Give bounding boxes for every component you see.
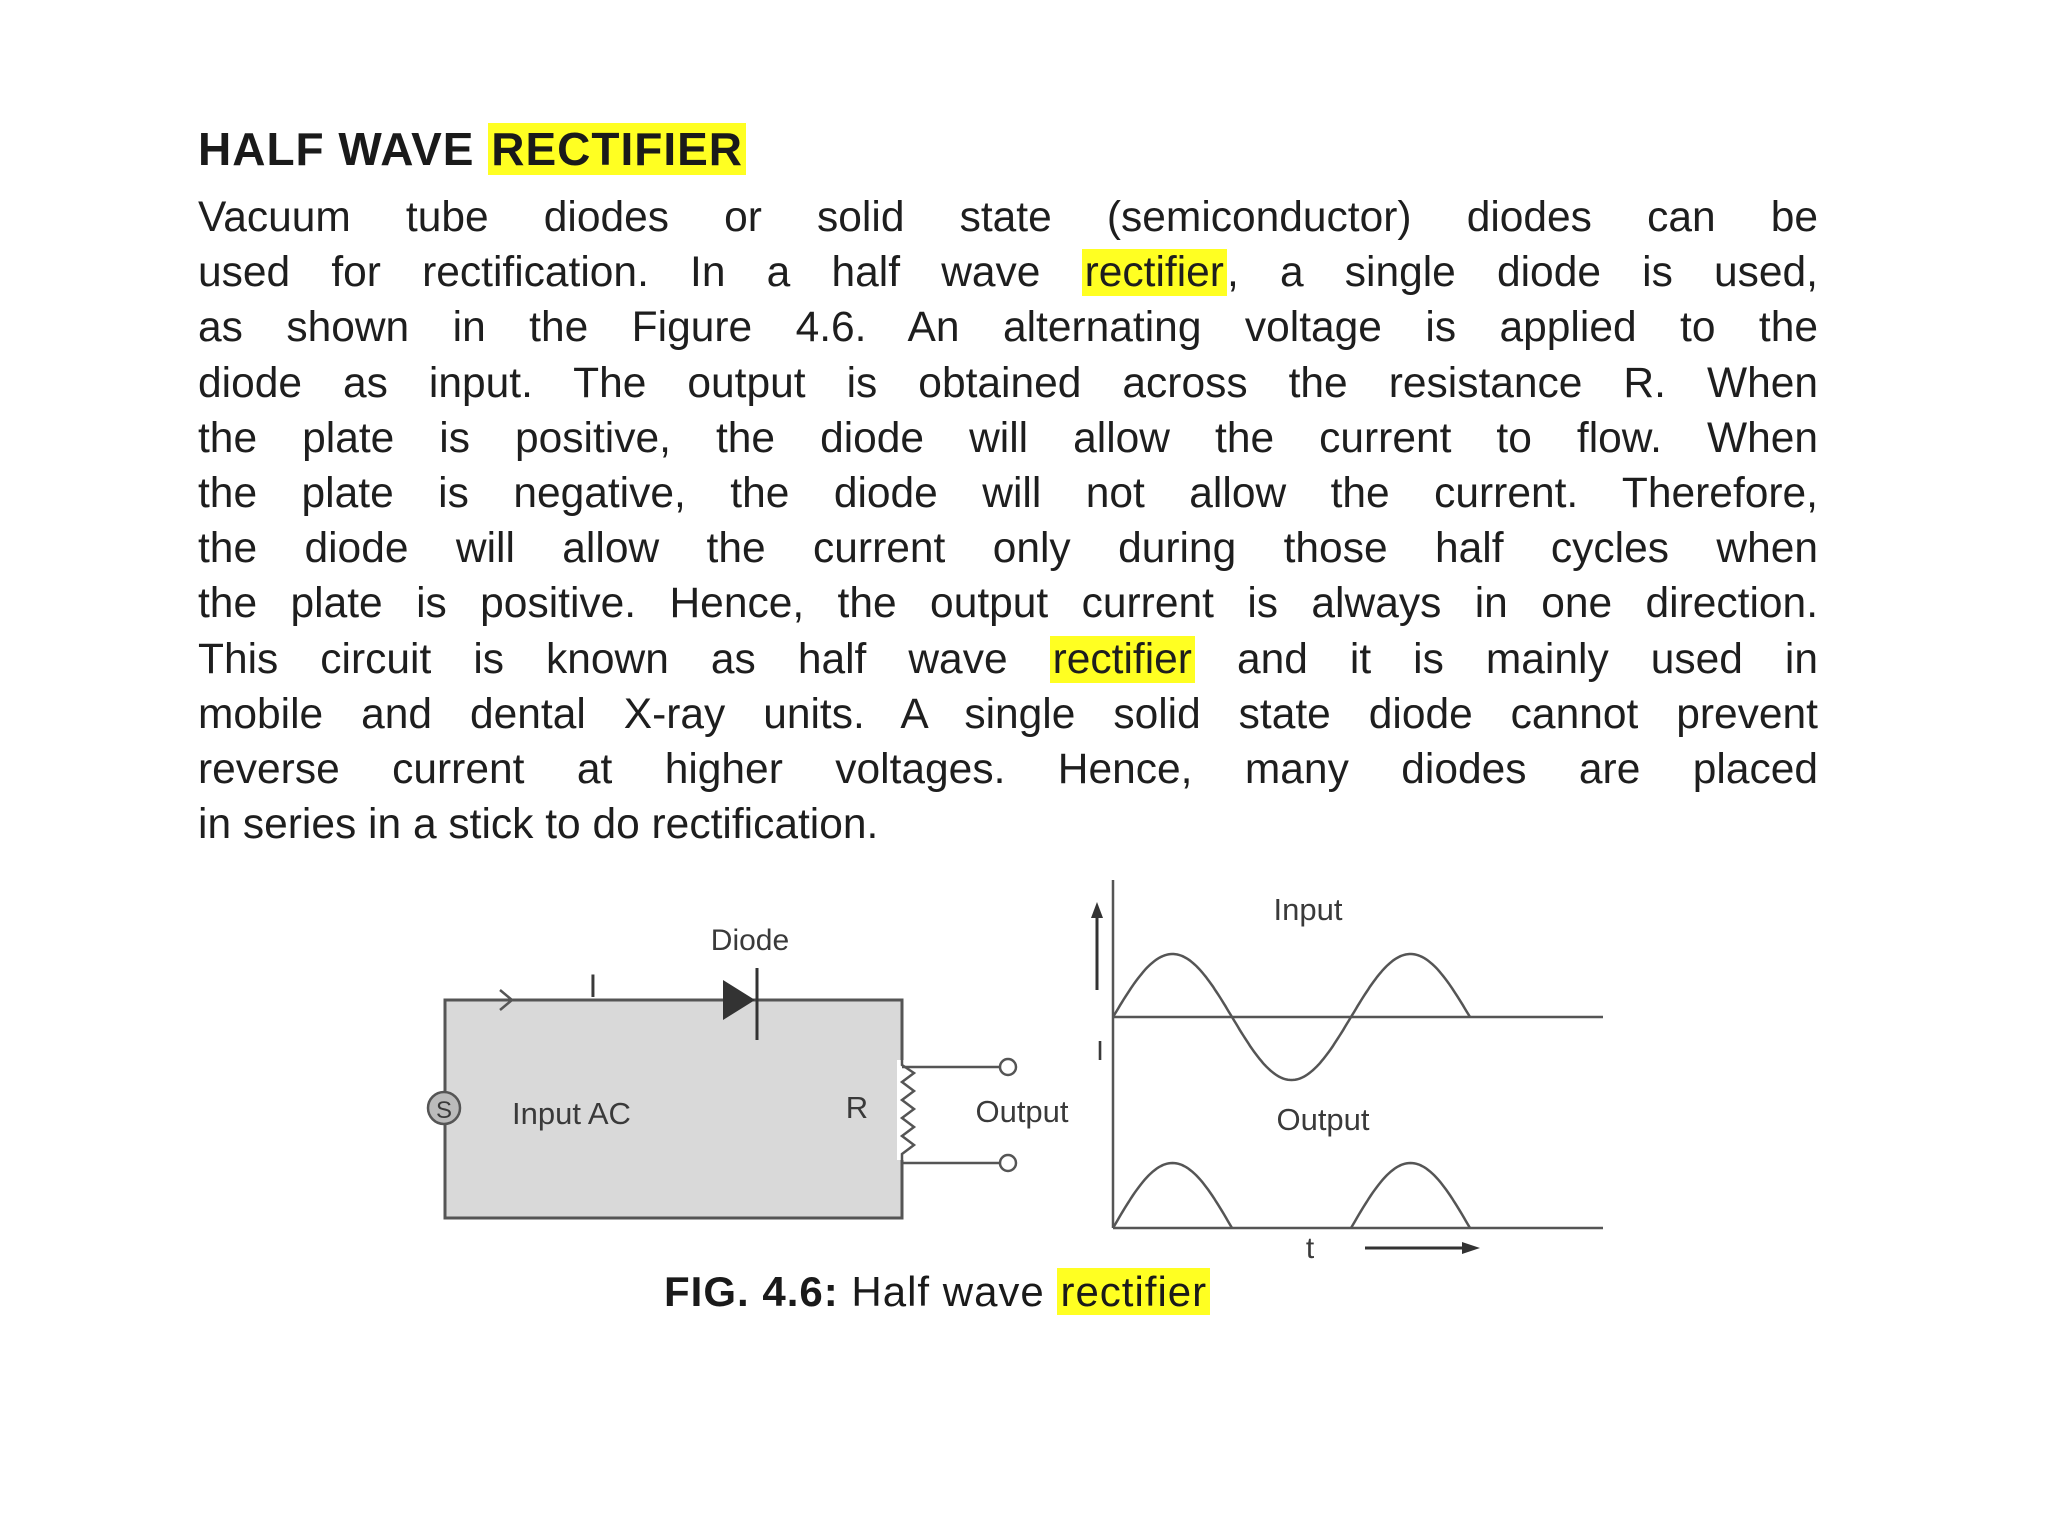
heading-highlight: RECTIFIER: [488, 123, 746, 175]
output-terminal-bottom: [1000, 1155, 1016, 1171]
paragraph-text: the plate is positive, the diode will allow the current to flow. When: [198, 414, 1818, 462]
caption-text: Half wave: [851, 1268, 1045, 1315]
paragraph-text: , a single diode is used,: [1226, 249, 1818, 297]
paragraph-text: and it is mainly used in: [1194, 635, 1818, 683]
highlighted-term: rectifier: [1050, 636, 1195, 683]
paragraph-text: as shown in the Figure 4.6. An alternating voltage is applied to the: [198, 304, 1818, 352]
heading-text: HALF WAVE: [198, 123, 475, 175]
source-symbol: S: [435, 1097, 453, 1124]
paragraph-text: mobile and dental X-ray units. A single solid state diode cannot prevent: [198, 690, 1818, 738]
diode-label: Diode: [710, 924, 790, 957]
highlighted-term: rectifier: [1082, 249, 1227, 296]
paragraph-text: reverse current at higher voltages. Hence, many diodes are placed: [198, 746, 1818, 794]
caption-number: FIG. 4.6:: [664, 1268, 839, 1315]
paragraph-text: the diode will allow the current only during those half cycles when: [198, 525, 1818, 573]
output-terminal-top: [1000, 1059, 1016, 1075]
paragraph-text: in series in a stick to do rectification.: [198, 801, 879, 849]
paragraph-text: the plate is negative, the diode will not allow the current. Therefore,: [198, 470, 1818, 518]
resistor-label: R: [845, 1090, 869, 1125]
graph-output-label: Output: [1276, 1102, 1370, 1137]
resistor-gap: [897, 1060, 911, 1160]
axis-current-label: I: [1096, 1035, 1104, 1066]
time-label: t: [1305, 1232, 1315, 1265]
input-ac-label: Input AC: [512, 1096, 631, 1131]
output-half-wave: [1113, 1163, 1470, 1228]
paragraph-text: the plate is positive. Hence, the output current is always in one direction.: [198, 580, 1818, 628]
paragraph-text: This circuit is known as half wave: [198, 635, 1050, 683]
paragraph-text: used for rectification. In a half wave: [198, 249, 1082, 297]
figure-caption: [664, 1268, 1210, 1316]
up-arrow-icon: [1091, 902, 1103, 918]
right-arrow-icon: [1462, 1242, 1480, 1254]
current-label: I: [588, 968, 598, 1004]
paragraph-text: Vacuum tube diodes or solid state (semiconductor) diodes can be: [198, 194, 1818, 241]
caption-highlight: rectifier: [1057, 1268, 1210, 1315]
output-terminal-label: Output: [975, 1094, 1069, 1129]
paragraph-text: diode as input. The output is obtained across the resistance R. When: [198, 359, 1818, 407]
graph-input-label: Input: [1273, 892, 1343, 927]
